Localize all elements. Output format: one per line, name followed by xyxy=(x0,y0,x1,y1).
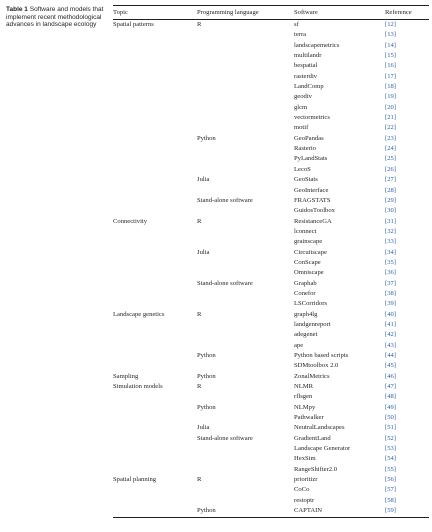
reference-link[interactable]: [53] xyxy=(385,445,396,453)
reference-link[interactable]: [38] xyxy=(385,289,396,297)
table-row xyxy=(113,506,429,516)
topic-cell xyxy=(113,41,197,51)
table-row xyxy=(113,206,429,216)
table-row xyxy=(113,268,429,278)
table-row xyxy=(113,299,429,309)
reference-link[interactable]: [41] xyxy=(385,320,396,328)
topic-cell: Landscape genetics xyxy=(113,310,165,318)
topic-cell xyxy=(113,434,197,444)
language-cell xyxy=(197,227,294,237)
bottom-rule xyxy=(113,517,429,518)
language-cell xyxy=(197,206,294,216)
language-cell xyxy=(197,444,294,454)
language-cell: R xyxy=(197,383,202,391)
language-cell xyxy=(197,92,294,102)
software-cell: GeoStats xyxy=(294,176,318,184)
topic-cell xyxy=(113,196,197,206)
language-cell xyxy=(197,392,294,402)
reference-link[interactable]: [40] xyxy=(385,310,396,318)
software-cell: lconnect xyxy=(294,227,317,235)
topic-cell xyxy=(113,113,197,123)
software-cell: CoCo xyxy=(294,486,310,494)
table-row xyxy=(113,113,429,123)
table-row xyxy=(113,175,429,185)
software-cell: Omniscape xyxy=(294,269,324,277)
software-cell: RangeShifter2.0 xyxy=(294,465,338,473)
language-cell xyxy=(197,82,294,92)
table-row xyxy=(113,72,429,82)
software-cell: geodiv xyxy=(294,93,312,101)
table-row xyxy=(113,361,429,371)
table-label: Table 1 xyxy=(6,6,28,13)
software-cell: NeutralLandscapes xyxy=(294,424,345,432)
language-cell xyxy=(197,41,294,51)
language-cell xyxy=(197,165,294,175)
topic-cell xyxy=(113,30,197,40)
reference-link[interactable]: [33] xyxy=(385,238,396,246)
header-topic: Topic xyxy=(113,9,128,16)
language-cell xyxy=(197,413,294,423)
software-cell: Landscape Generator xyxy=(294,445,351,453)
software-cell: Rasterio xyxy=(294,145,316,153)
language-cell: R xyxy=(197,21,202,28)
language-cell xyxy=(197,61,294,71)
software-table xyxy=(113,5,429,518)
header-reference: Reference xyxy=(385,9,412,16)
software-cell: restoptr xyxy=(294,496,315,504)
software-cell: HexSim xyxy=(294,455,316,463)
reference-link[interactable]: [57] xyxy=(385,486,396,494)
software-cell: ZonalMetrics xyxy=(294,372,330,380)
reference-link[interactable]: [28] xyxy=(385,186,396,194)
topic-cell: Spatial planning xyxy=(113,476,157,484)
reference-link[interactable]: [56] xyxy=(385,476,396,484)
language-cell xyxy=(197,72,294,82)
topic-cell xyxy=(113,403,197,413)
reference-link[interactable]: [50] xyxy=(385,414,396,422)
language-cell xyxy=(197,299,294,309)
topic-cell xyxy=(113,465,197,475)
table-caption xyxy=(6,6,106,29)
topic-cell xyxy=(113,51,197,61)
table-row xyxy=(113,61,429,71)
software-cell: CAPTAIN xyxy=(294,507,323,515)
language-cell xyxy=(197,485,294,495)
software-cell: rasterdiv xyxy=(294,72,318,80)
reference-link[interactable]: [19] xyxy=(385,93,396,101)
topic-cell: Sampling xyxy=(113,372,139,380)
software-cell: GeoInterface xyxy=(294,186,329,194)
table-row xyxy=(113,196,429,206)
language-cell xyxy=(197,123,294,133)
table-row xyxy=(113,320,429,330)
topic-cell xyxy=(113,72,197,82)
software-cell: FRAGSTATS xyxy=(294,196,331,204)
software-cell: sf xyxy=(294,21,299,28)
reference-link[interactable]: [15] xyxy=(385,52,396,60)
software-cell: glcm xyxy=(294,103,308,111)
software-cell: vectormetrics xyxy=(294,114,330,122)
table-body xyxy=(113,20,429,517)
reference-link[interactable]: [43] xyxy=(385,341,396,349)
table-row xyxy=(113,485,429,495)
topic-cell: Spatial patterns xyxy=(113,21,154,28)
reference-link[interactable]: [44] xyxy=(385,352,396,359)
table-header-row xyxy=(113,6,429,19)
reference-link[interactable]: [31] xyxy=(385,217,396,225)
topic-cell xyxy=(113,330,197,340)
reference-link[interactable]: [29] xyxy=(385,196,396,204)
topic-cell xyxy=(113,299,197,309)
header-software: Software xyxy=(294,9,318,16)
table-row xyxy=(113,237,429,247)
topic-cell xyxy=(113,61,197,71)
language-cell xyxy=(197,113,294,123)
table-row xyxy=(113,444,429,454)
reference-link[interactable]: [25] xyxy=(385,155,396,163)
language-cell: Stand-alone software xyxy=(197,196,253,204)
language-cell xyxy=(197,289,294,299)
table-row xyxy=(113,392,429,402)
table-row xyxy=(113,475,429,485)
table-row xyxy=(113,341,429,351)
topic-cell xyxy=(113,413,197,423)
table-row xyxy=(113,465,429,475)
software-cell: Python based scripts xyxy=(294,352,349,359)
topic-cell xyxy=(113,506,197,516)
language-cell: Python xyxy=(197,134,216,142)
software-cell: rflsgen xyxy=(294,393,313,401)
language-cell xyxy=(197,496,294,506)
table-row xyxy=(113,372,429,382)
language-cell: Python xyxy=(197,507,216,515)
topic-cell: Simulation models xyxy=(113,383,163,391)
language-cell xyxy=(197,341,294,351)
table-row xyxy=(113,248,429,258)
reference-link[interactable]: [36] xyxy=(385,269,396,277)
language-cell xyxy=(197,103,294,113)
software-cell: Graphab xyxy=(294,279,317,287)
language-cell xyxy=(197,237,294,247)
table-row xyxy=(113,310,429,320)
header-programming-language: Programming language xyxy=(197,9,259,16)
table-row xyxy=(113,330,429,340)
topic-cell xyxy=(113,258,197,268)
reference-link[interactable]: [18] xyxy=(385,83,396,91)
software-cell: bespatial xyxy=(294,62,318,70)
software-cell: motif xyxy=(294,124,309,132)
software-cell: SDMtoolbox 2.0 xyxy=(294,362,339,370)
topic-cell xyxy=(113,186,197,196)
topic-cell xyxy=(113,423,197,433)
language-cell xyxy=(197,320,294,330)
table-row xyxy=(113,227,429,237)
table-row xyxy=(113,186,429,196)
table-row xyxy=(113,403,429,413)
reference-link[interactable]: [12] xyxy=(385,21,396,28)
reference-link[interactable]: [52] xyxy=(385,434,396,442)
language-cell xyxy=(197,454,294,464)
reference-link[interactable]: [16] xyxy=(385,62,396,70)
table-caption-text: Software and models that implement recent methodological advances in landscape ecology xyxy=(6,6,104,29)
topic-cell xyxy=(113,454,197,464)
language-cell: Python xyxy=(197,352,216,359)
reference-link[interactable]: [22] xyxy=(385,124,396,132)
language-cell xyxy=(197,258,294,268)
reference-link[interactable]: [34] xyxy=(385,248,396,256)
table-row xyxy=(113,217,429,227)
table-row xyxy=(113,289,429,299)
reference-link[interactable]: [59] xyxy=(385,507,396,515)
topic-cell xyxy=(113,341,197,351)
software-cell: NLMR xyxy=(294,383,314,391)
reference-link[interactable]: [20] xyxy=(385,103,396,111)
topic-cell xyxy=(113,144,197,154)
reference-link[interactable]: [42] xyxy=(385,331,396,339)
software-cell: multilandr xyxy=(294,52,322,60)
reference-link[interactable]: [17] xyxy=(385,72,396,80)
topic-cell xyxy=(113,361,197,371)
reference-link[interactable]: [35] xyxy=(385,258,396,266)
language-cell: R xyxy=(197,476,202,484)
reference-link[interactable]: [30] xyxy=(385,207,396,215)
reference-link[interactable]: [24] xyxy=(385,145,396,153)
software-cell: terra xyxy=(294,31,307,39)
topic-cell xyxy=(113,154,197,164)
topic-cell xyxy=(113,268,197,278)
table-row xyxy=(113,154,429,164)
table-row xyxy=(113,434,429,444)
table-row xyxy=(113,351,429,361)
table-row xyxy=(113,165,429,175)
table-row xyxy=(113,279,429,289)
language-cell: R xyxy=(197,217,202,225)
reference-link[interactable]: [49] xyxy=(385,403,396,411)
topic-cell xyxy=(113,227,197,237)
reference-link[interactable]: [37] xyxy=(385,279,396,287)
software-cell: GradientLand xyxy=(294,434,331,442)
language-cell: Python xyxy=(197,372,216,380)
table-row xyxy=(113,82,429,92)
software-cell: Conefor xyxy=(294,289,316,297)
topic-cell xyxy=(113,248,197,258)
software-cell: ape xyxy=(294,341,304,349)
table-row xyxy=(113,258,429,268)
topic-cell xyxy=(113,175,197,185)
topic-cell xyxy=(113,320,197,330)
table-row xyxy=(113,413,429,423)
table-row xyxy=(113,41,429,51)
language-cell: Julia xyxy=(197,424,210,432)
language-cell xyxy=(197,268,294,278)
topic-cell xyxy=(113,496,197,506)
language-cell xyxy=(197,361,294,371)
language-cell xyxy=(197,186,294,196)
topic-cell xyxy=(113,103,197,113)
topic-cell xyxy=(113,485,197,495)
table-row xyxy=(113,123,429,133)
topic-cell xyxy=(113,165,197,175)
software-cell: PyLandStats xyxy=(294,155,328,163)
topic-cell xyxy=(113,392,197,402)
topic-cell xyxy=(113,92,197,102)
reference-link[interactable]: [51] xyxy=(385,424,396,432)
language-cell xyxy=(197,144,294,154)
language-cell xyxy=(197,154,294,164)
software-cell: Circuitscape xyxy=(294,248,327,256)
software-cell: NLMpy xyxy=(294,403,316,411)
topic-cell xyxy=(113,279,197,289)
software-cell: adegenet xyxy=(294,331,318,339)
software-cell: ConScape xyxy=(294,258,321,266)
software-cell: grainscape xyxy=(294,238,323,246)
reference-link[interactable]: [39] xyxy=(385,300,396,308)
reference-link[interactable]: [23] xyxy=(385,134,396,142)
topic-cell xyxy=(113,206,197,216)
reference-link[interactable]: [45] xyxy=(385,362,396,370)
topic-cell xyxy=(113,289,197,299)
table-row xyxy=(113,496,429,506)
reference-link[interactable]: [48] xyxy=(385,393,396,401)
topic-cell xyxy=(113,134,197,144)
language-cell: Julia xyxy=(197,248,210,256)
topic-cell xyxy=(113,351,197,361)
reference-link[interactable]: [58] xyxy=(385,496,396,504)
reference-link[interactable]: [47] xyxy=(385,383,396,391)
reference-link[interactable]: [21] xyxy=(385,114,396,122)
table-row xyxy=(113,134,429,144)
language-cell: Python xyxy=(197,403,216,411)
table-row xyxy=(113,51,429,61)
language-cell xyxy=(197,30,294,40)
language-cell: Stand-alone software xyxy=(197,279,253,287)
topic-cell: Connectivity xyxy=(113,217,148,225)
topic-cell xyxy=(113,237,197,247)
software-cell: LecoS xyxy=(294,165,311,173)
table-row xyxy=(113,454,429,464)
table-row xyxy=(113,20,429,30)
table-row xyxy=(113,30,429,40)
language-cell: Julia xyxy=(197,176,210,184)
language-cell xyxy=(197,330,294,340)
reference-link[interactable]: [46] xyxy=(385,372,396,380)
table-row xyxy=(113,382,429,392)
language-cell: Stand-alone software xyxy=(197,434,253,442)
software-cell: ResistanceGA xyxy=(294,217,332,225)
reference-link[interactable]: [26] xyxy=(385,165,396,173)
reference-link[interactable]: [13] xyxy=(385,31,396,39)
software-cell: LandComp xyxy=(294,83,324,91)
reference-link[interactable]: [32] xyxy=(385,227,396,235)
table-row xyxy=(113,423,429,433)
software-cell: landscapemetrics xyxy=(294,41,340,49)
software-cell: Pathwalker xyxy=(294,414,324,422)
language-cell xyxy=(197,465,294,475)
software-cell: prioritizr xyxy=(294,476,318,484)
topic-cell xyxy=(113,82,197,92)
table-row xyxy=(113,92,429,102)
table-row xyxy=(113,103,429,113)
reference-link[interactable]: [55] xyxy=(385,465,396,473)
software-cell: LSCorridors xyxy=(294,300,327,308)
software-cell: GuidosToolbox xyxy=(294,207,335,215)
topic-cell xyxy=(113,123,197,133)
language-cell: R xyxy=(197,310,202,318)
software-cell: GeoPandas xyxy=(294,134,324,142)
topic-cell xyxy=(113,444,197,454)
reference-link[interactable]: [27] xyxy=(385,176,396,184)
table-row xyxy=(113,144,429,154)
language-cell xyxy=(197,51,294,61)
reference-link[interactable]: [14] xyxy=(385,41,396,49)
software-cell: graph4lg xyxy=(294,310,318,318)
software-cell: landgenreport xyxy=(294,320,331,328)
reference-link[interactable]: [54] xyxy=(385,455,396,463)
